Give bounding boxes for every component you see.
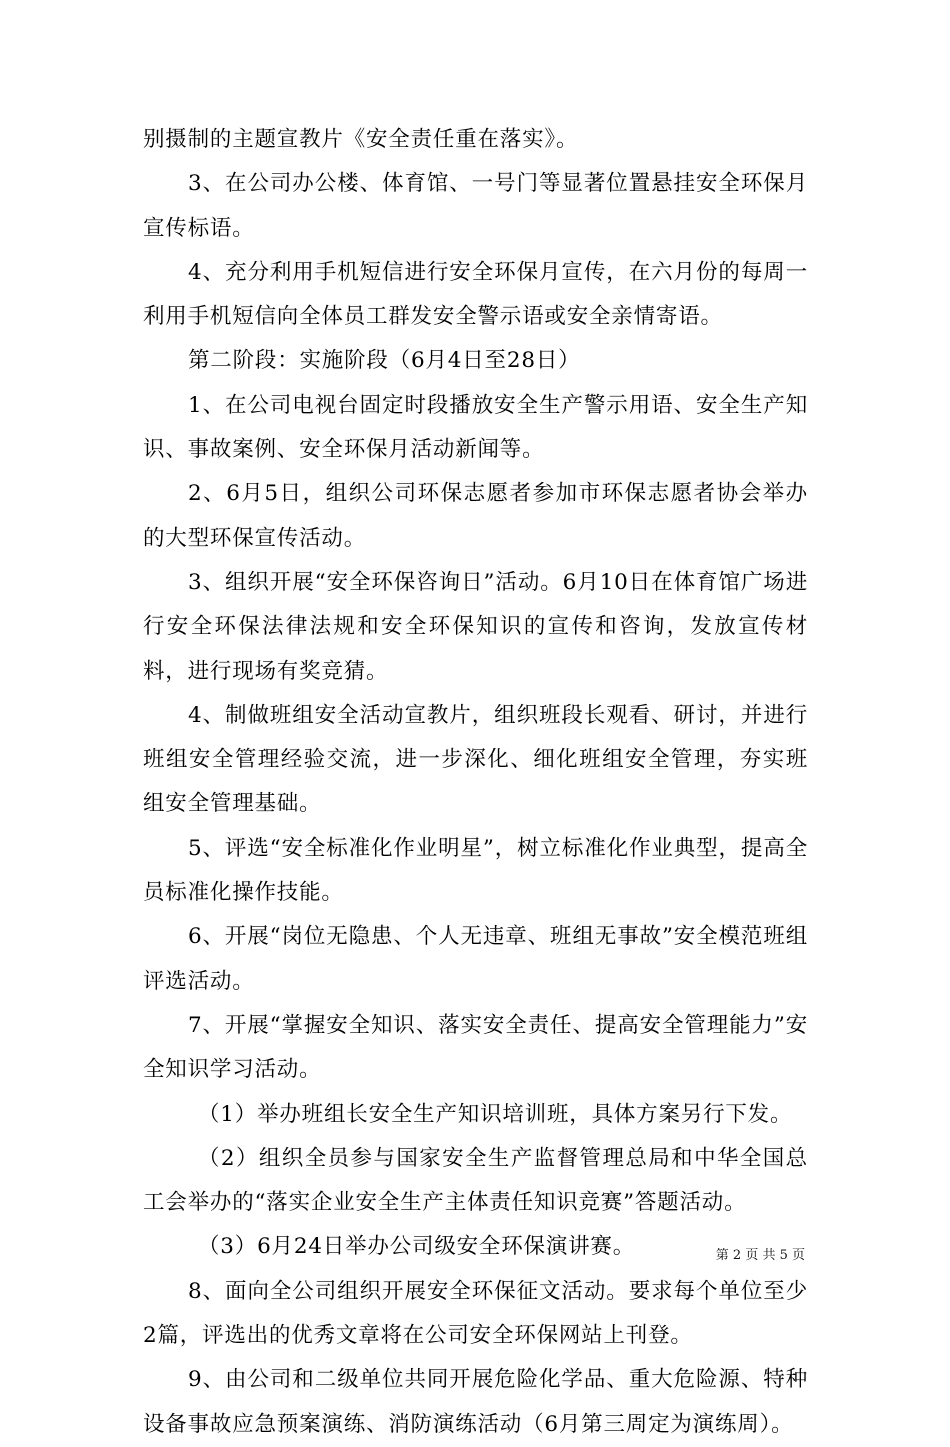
paragraph-continuation: 别摄制的主题宣教片《安全责任重在落实》。 (143, 127, 579, 152)
paragraph-item-8-essay: 8、面向全公司组织开展安全环保征文活动。要求每个单位至少2篇，评选出的优秀文章将在公司安全环保网站上刊登。 (143, 1278, 808, 1349)
paragraph-item-7-learning: 7、开展“掌握安全知识、落实安全责任、提高安全管理能力”安全知识学习活动。 (143, 1012, 808, 1083)
paragraph-subitem-3-speech: （3）6月24日举办公司级安全环保演讲赛。 (198, 1234, 636, 1260)
paragraph-subitem-2-contest: （2）组织全员参与国家安全生产监督管理总局和中华全国总工会举办的“落实企业安全生产主体责任知识竞赛”答题活动。 (143, 1145, 808, 1216)
paragraph-item-1-tv: 1、在公司电视台固定时段播放安全生产警示用语、安全生产知识、事故案例、安全环保月活动新闻等。 (143, 392, 808, 463)
page-number-footer: 第 2 页 共 5 页 (715, 1248, 805, 1263)
paragraph-item-3-consult-day: 3、组织开展“安全环保咨询日”活动。6月10日在体育馆广场进行安全环保法律法规和安全环保知识的宣传和咨询，发放宣传材料，进行现场有奖竞猜。 (143, 569, 808, 684)
paragraph-item-3-slogans: 3、在公司办公楼、体育馆、一号门等显著位置悬挂安全环保月宣传标语。 (143, 171, 808, 241)
paragraph-item-2-volunteers: 2、6月5日，组织公司环保志愿者参加市环保志愿者协会举办的大型环保宣传活动。 (143, 481, 808, 551)
paragraph-subitem-1-training: （1）举办班组长安全生产知识培训班，具体方案另行下发。 (198, 1101, 793, 1127)
paragraph-item-6-model-team: 6、开展“岗位无隐患、个人无违章、班组无事故”安全模范班组评选活动。 (143, 924, 808, 994)
paragraph-item-9-drill: 9、由公司和二级单位共同开展危险化学品、重大危险源、特种设备事故应急预案演练、消防演练活动（6月第三周定为演练周）。 (143, 1367, 808, 1437)
paragraph-item-5-star: 5、评选“安全标准化作业明星”，树立标准化作业典型，提高全员标准化操作技能。 (143, 835, 808, 906)
paragraph-item-4-sms: 4、充分利用手机短信进行安全环保月宣传，在六月份的每周一利用手机短信向全体员工群发安全警示语或安全亲情寄语。 (143, 259, 808, 330)
section-heading-stage-two: 第二阶段：实施阶段（6月4日至28日） (188, 348, 581, 374)
paragraph-item-4-team-video: 4、制做班组安全活动宣教片，组织班段长观看、研讨，并进行班组安全管理经验交流，进一步深化、细化班组安全管理，夯实班组安全管理基础。 (143, 702, 808, 817)
document-body (143, 118, 808, 1447)
